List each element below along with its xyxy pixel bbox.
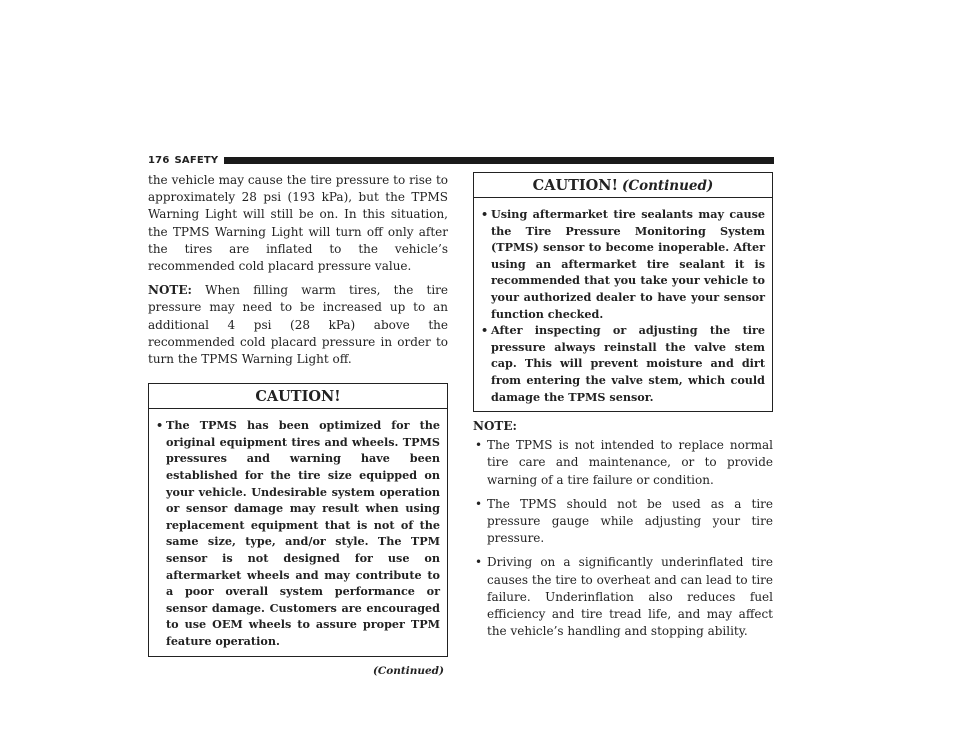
caution-item: • Using aftermarket tire sealants may cause the Tire Pressure Monitoring System (TPMS) sensor to become inoperable. After using an aftermarket tire sealant it is recommended that you take your vehicle to your authorized dealer to have your sensor function checked. — [481, 206, 765, 322]
note-heading: NOTE: — [473, 419, 517, 434]
caution-list-continued — [474, 198, 772, 411]
continued-label: (Continued) — [372, 664, 444, 677]
left-column — [148, 172, 448, 677]
caution-title-continued — [474, 173, 772, 198]
caution-item: • The TPMS has been optimized for the original equipment tires and wheels. TPMS pressures and warning have been established for the tire size equipped on your vehicle. Undesirable system operation or sensor damage may result when using replacement equipment that is not of the same size, type, and/or style. The TPM sensor is not designed for use on aftermarket wheels and may contribute to a poor overall system performance or sensor damage. Customers are encouraged to use OEM wheels to assure proper TPM feature operation. — [156, 417, 440, 649]
note-item: • Driving on a significantly underinflated tire causes the tire to overheat and can lead to tire failure. Underinflation also reduces fuel efficiency and tire tread life, and may affect the vehicle’s handling and stopping ability. — [473, 554, 773, 640]
header-rule — [224, 157, 774, 164]
caution-box — [148, 383, 448, 656]
right-column — [473, 172, 773, 640]
caution-continued-label: (Continued) — [621, 178, 714, 194]
caution-title-text: CAUTION! — [532, 177, 618, 194]
page-header — [148, 154, 774, 166]
caution-list — [149, 409, 447, 655]
page-number: 176 — [148, 154, 170, 166]
note-paragraph — [148, 282, 448, 368]
caution-title: CAUTION! — [149, 384, 447, 409]
caution-box-continued — [473, 172, 773, 412]
note-item: • The TPMS is not intended to replace normal tire care and maintenance, or to provide warning of a tire failure or condition. — [473, 437, 773, 489]
note-text: When filling warm tires, the tire pressure may need to be increased up to an additional 4 psi (28 kPa) above the recommended cold placard pressure in order to turn the TPMS Warning Light off. — [148, 283, 448, 367]
note-list — [473, 437, 773, 640]
note-item: • The TPMS should not be used as a tire pressure gauge while adjusting your tire pressure. — [473, 496, 773, 548]
section-title: SAFETY — [174, 154, 219, 166]
intro-paragraph: the vehicle may cause the tire pressure to rise to approximately 28 psi (193 kPa), but the TPMS Warning Light will still be on. In this situation, the TPMS Warning Light will turn off only after the tires are inflated to the vehicle’s recommended cold placard pressure value. — [148, 173, 448, 274]
caution-item: • After inspecting or adjusting the tire pressure always reinstall the valve stem cap. This will prevent moisture and dirt from entering the valve stem, which could damage the TPMS sensor. — [481, 322, 765, 405]
note-label: NOTE: — [148, 283, 192, 298]
